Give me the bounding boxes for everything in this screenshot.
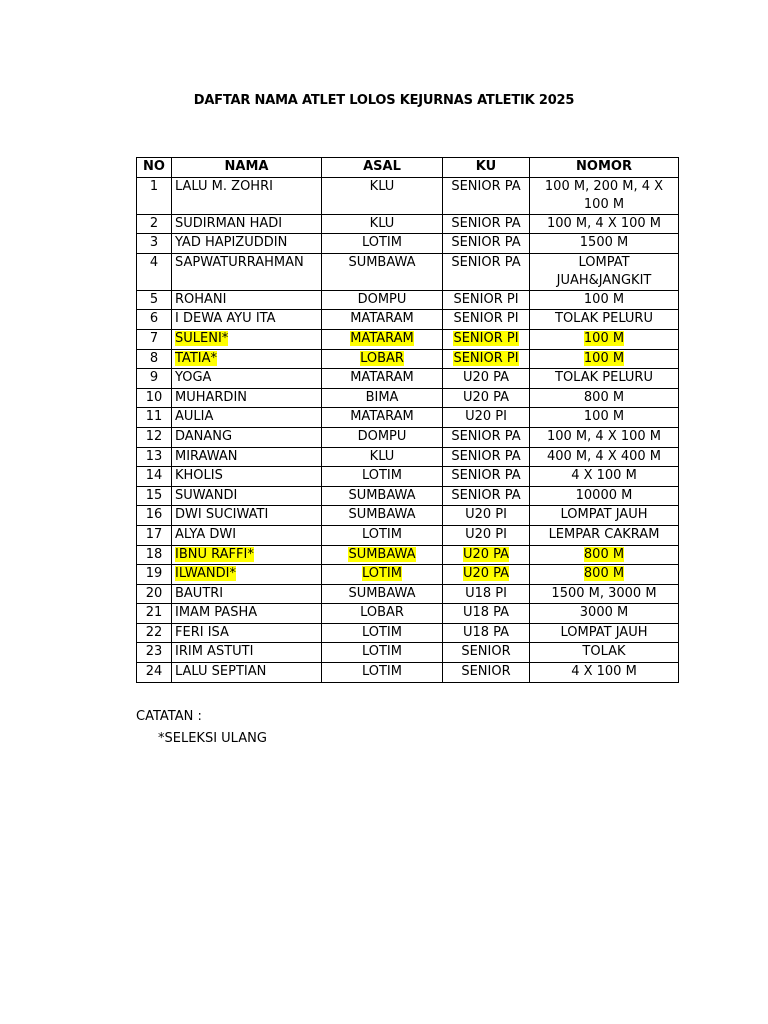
cell-ku-text: SENIOR PI bbox=[453, 311, 519, 327]
cell-no bbox=[137, 329, 172, 349]
cell-ku-text: U20 PA bbox=[462, 546, 510, 562]
cell-no-text: 17 bbox=[145, 526, 163, 542]
cell-nomor-text: LOMPAT JAUH bbox=[560, 507, 648, 523]
table-row bbox=[137, 467, 679, 487]
cell-nama bbox=[172, 545, 322, 565]
cell-asal bbox=[322, 388, 443, 408]
cell-nama bbox=[172, 329, 322, 349]
cell-ku-text: U18 PI bbox=[465, 585, 507, 601]
cell-asal bbox=[322, 623, 443, 643]
cell-ku bbox=[443, 623, 530, 643]
cell-no-text: 19 bbox=[145, 566, 163, 582]
cell-nama-text: DWI SUCIWATI bbox=[175, 507, 269, 523]
athlete-table bbox=[136, 157, 679, 683]
cell-nomor-text: 1500 M, 3000 M bbox=[551, 585, 657, 601]
cell-nama bbox=[172, 467, 322, 487]
cell-asal bbox=[322, 604, 443, 624]
cell-nomor bbox=[530, 506, 679, 526]
cell-asal-text: LOTIM bbox=[361, 664, 402, 680]
cell-nomor bbox=[530, 369, 679, 389]
cell-nomor-text: 800 M bbox=[583, 389, 625, 405]
cell-ku-text: U20 PI bbox=[465, 507, 507, 523]
cell-ku bbox=[443, 467, 530, 487]
cell-ku bbox=[443, 290, 530, 310]
table-row bbox=[137, 290, 679, 310]
cell-no bbox=[137, 663, 172, 683]
cell-nomor bbox=[530, 177, 679, 214]
cell-no-text: 23 bbox=[145, 644, 163, 660]
cell-ku-text: SENIOR bbox=[461, 644, 511, 660]
cell-asal bbox=[322, 663, 443, 683]
cell-no-text: 15 bbox=[145, 487, 163, 503]
table-row bbox=[137, 369, 679, 389]
cell-no-text: 14 bbox=[145, 468, 163, 484]
cell-asal-text: LOBAR bbox=[360, 350, 404, 366]
cell-nama-text: SAPWATURRAHMAN bbox=[175, 254, 304, 270]
cell-asal-text: SUMBAWA bbox=[348, 546, 416, 562]
cell-nomor bbox=[530, 290, 679, 310]
cell-ku bbox=[443, 214, 530, 234]
cell-nomor-text: LEMPAR CAKRAM bbox=[548, 526, 660, 542]
cell-ku-text: SENIOR PA bbox=[451, 448, 521, 464]
cell-no bbox=[137, 486, 172, 506]
cell-nomor bbox=[530, 643, 679, 663]
cell-asal bbox=[322, 447, 443, 467]
cell-asal bbox=[322, 253, 443, 290]
cell-no bbox=[137, 408, 172, 428]
cell-ku bbox=[443, 486, 530, 506]
table-row bbox=[137, 506, 679, 526]
table-row bbox=[137, 545, 679, 565]
cell-ku-text: SENIOR PA bbox=[451, 487, 521, 503]
cell-nomor bbox=[530, 408, 679, 428]
cell-nama bbox=[172, 643, 322, 663]
cell-asal-text: DOMPU bbox=[357, 291, 407, 307]
cell-asal-text: DOMPU bbox=[357, 428, 407, 444]
cell-nomor-text: 800 M bbox=[583, 566, 625, 582]
cell-nomor-text: 100 M bbox=[583, 350, 625, 366]
cell-nama bbox=[172, 525, 322, 545]
cell-asal bbox=[322, 310, 443, 330]
cell-nama bbox=[172, 447, 322, 467]
cell-nomor-text: LOMPAT JAUH bbox=[560, 624, 648, 640]
cell-ku bbox=[443, 506, 530, 526]
table-row bbox=[137, 253, 679, 290]
cell-no bbox=[137, 623, 172, 643]
cell-ku bbox=[443, 525, 530, 545]
cell-no bbox=[137, 234, 172, 254]
cell-no-text: 10 bbox=[145, 389, 163, 405]
cell-ku bbox=[443, 604, 530, 624]
document-title: DAFTAR NAMA ATLET LOLOS KEJURNAS ATLETIK 2025 bbox=[193, 93, 575, 108]
cell-nama-text: TATIA* bbox=[175, 350, 217, 366]
cell-no-text: 8 bbox=[149, 350, 159, 366]
cell-asal-text: KLU bbox=[369, 178, 395, 194]
cell-ku-text: SENIOR PA bbox=[451, 428, 521, 444]
cell-ku bbox=[443, 663, 530, 683]
table-row bbox=[137, 643, 679, 663]
cell-nama-text: IMAM PASHA bbox=[175, 605, 258, 621]
cell-asal bbox=[322, 329, 443, 349]
table-row bbox=[137, 584, 679, 604]
cell-nama-text: SULENI* bbox=[175, 330, 229, 346]
cell-nama-text: MIRAWAN bbox=[175, 448, 238, 464]
cell-ku bbox=[443, 388, 530, 408]
cell-ku bbox=[443, 565, 530, 585]
cell-nama-text: YAD HAPIZUDDIN bbox=[175, 235, 288, 251]
cell-no-text: 20 bbox=[145, 585, 163, 601]
cell-nama-text: SUDIRMAN HADI bbox=[175, 215, 283, 231]
cell-nama-text: DANANG bbox=[175, 428, 233, 444]
cell-nomor-text: 3000 M bbox=[579, 605, 629, 621]
cell-no-text: 11 bbox=[145, 409, 163, 425]
cell-nama bbox=[172, 408, 322, 428]
table-row bbox=[137, 663, 679, 683]
cell-ku-text: U20 PA bbox=[462, 389, 510, 405]
cell-ku-text: U18 PA bbox=[462, 605, 510, 621]
cell-no bbox=[137, 643, 172, 663]
cell-nomor-text: 100 M, 200 M, 4 X 100 M bbox=[544, 178, 664, 212]
cell-asal-text: MATARAM bbox=[350, 311, 414, 327]
cell-no bbox=[137, 584, 172, 604]
cell-nama bbox=[172, 290, 322, 310]
cell-no-text: 21 bbox=[145, 605, 163, 621]
cell-nama-text: I DEWA AYU ITA bbox=[175, 311, 276, 327]
cell-nomor bbox=[530, 349, 679, 369]
cell-nama-text: IRIM ASTUTI bbox=[175, 644, 254, 660]
cell-ku-text: U20 PI bbox=[465, 526, 507, 542]
cell-nomor-text: 100 M bbox=[583, 330, 625, 346]
cell-nama bbox=[172, 604, 322, 624]
cell-nama bbox=[172, 214, 322, 234]
cell-no-text: 2 bbox=[149, 215, 159, 231]
cell-no bbox=[137, 349, 172, 369]
cell-nomor bbox=[530, 525, 679, 545]
cell-ku bbox=[443, 329, 530, 349]
cell-asal bbox=[322, 506, 443, 526]
cell-asal-text: LOTIM bbox=[361, 235, 402, 251]
cell-nomor bbox=[530, 565, 679, 585]
cell-nomor-text: 1500 M bbox=[579, 235, 629, 251]
cell-no bbox=[137, 253, 172, 290]
cell-ku-text: SENIOR PI bbox=[453, 350, 519, 366]
cell-nama-text: IBNU RAFFI* bbox=[175, 546, 254, 562]
cell-nomor bbox=[530, 447, 679, 467]
cell-nama-text: FERI ISA bbox=[175, 624, 229, 640]
cell-no bbox=[137, 214, 172, 234]
cell-nomor bbox=[530, 545, 679, 565]
cell-asal bbox=[322, 565, 443, 585]
cell-ku-text: SENIOR PA bbox=[451, 468, 521, 484]
cell-no-text: 5 bbox=[149, 291, 159, 307]
cell-asal-text: LOTIM bbox=[361, 526, 402, 542]
cell-no-text: 18 bbox=[145, 546, 163, 562]
cell-ku bbox=[443, 253, 530, 290]
table-row bbox=[137, 486, 679, 506]
cell-ku bbox=[443, 447, 530, 467]
header-ku: KU bbox=[443, 158, 530, 178]
cell-nomor bbox=[530, 310, 679, 330]
cell-ku-text: U18 PA bbox=[462, 624, 510, 640]
cell-no bbox=[137, 506, 172, 526]
table-row bbox=[137, 565, 679, 585]
cell-nama-text: SUWANDI bbox=[175, 487, 238, 503]
note-item: *SELEKSI ULANG bbox=[158, 731, 267, 746]
cell-nama-text: LALU M. ZOHRI bbox=[175, 178, 273, 194]
cell-nama bbox=[172, 234, 322, 254]
cell-ku bbox=[443, 349, 530, 369]
cell-nomor-text: LOMPAT JUAH&JANGKIT bbox=[556, 254, 652, 288]
cell-no bbox=[137, 447, 172, 467]
cell-nomor bbox=[530, 467, 679, 487]
cell-asal-text: LOBAR bbox=[360, 605, 404, 621]
table-row bbox=[137, 177, 679, 214]
cell-no bbox=[137, 427, 172, 447]
table-row bbox=[137, 214, 679, 234]
cell-ku-text: SENIOR PA bbox=[451, 254, 521, 270]
cell-asal-text: MATARAM bbox=[350, 330, 414, 346]
cell-asal bbox=[322, 545, 443, 565]
header-nama: NAMA bbox=[172, 158, 322, 178]
table-row bbox=[137, 310, 679, 330]
cell-asal-text: MATARAM bbox=[350, 370, 414, 386]
cell-ku-text: SENIOR PI bbox=[453, 330, 519, 346]
cell-no-text: 13 bbox=[145, 448, 163, 464]
cell-asal-text: SUMBAWA bbox=[348, 254, 416, 270]
cell-nama-text: YOGA bbox=[175, 370, 212, 386]
cell-ku bbox=[443, 584, 530, 604]
cell-no bbox=[137, 467, 172, 487]
cell-nomor-text: 4 X 100 M bbox=[571, 664, 637, 680]
cell-asal-text: BIMA bbox=[365, 389, 399, 405]
cell-nomor bbox=[530, 329, 679, 349]
cell-asal bbox=[322, 486, 443, 506]
cell-nama bbox=[172, 177, 322, 214]
cell-asal-text: SUMBAWA bbox=[348, 585, 416, 601]
cell-nama bbox=[172, 310, 322, 330]
cell-ku bbox=[443, 369, 530, 389]
cell-no-text: 22 bbox=[145, 624, 163, 640]
cell-asal-text: SUMBAWA bbox=[348, 507, 416, 523]
cell-nama-text: ALYA DWI bbox=[175, 526, 237, 542]
cell-asal bbox=[322, 525, 443, 545]
cell-nama bbox=[172, 565, 322, 585]
cell-nama-text: BAUTRI bbox=[175, 585, 224, 601]
table-row bbox=[137, 408, 679, 428]
cell-ku-text: SENIOR PA bbox=[451, 235, 521, 251]
cell-asal-text: LOTIM bbox=[361, 624, 402, 640]
cell-asal-text: MATARAM bbox=[350, 409, 414, 425]
cell-no bbox=[137, 310, 172, 330]
notes-label: CATATAN : bbox=[136, 709, 202, 724]
cell-asal-text: LOTIM bbox=[361, 566, 402, 582]
cell-nomor bbox=[530, 214, 679, 234]
cell-no-text: 24 bbox=[145, 664, 163, 680]
cell-ku bbox=[443, 177, 530, 214]
cell-asal bbox=[322, 369, 443, 389]
cell-nomor-text: 400 M, 4 X 400 M bbox=[546, 448, 662, 464]
cell-ku bbox=[443, 643, 530, 663]
cell-nama bbox=[172, 486, 322, 506]
cell-asal bbox=[322, 584, 443, 604]
table-header-row bbox=[137, 158, 679, 178]
cell-nama bbox=[172, 663, 322, 683]
table-row bbox=[137, 349, 679, 369]
cell-no bbox=[137, 525, 172, 545]
table-row bbox=[137, 329, 679, 349]
cell-ku-text: SENIOR PI bbox=[453, 291, 519, 307]
cell-no bbox=[137, 604, 172, 624]
header-no: NO bbox=[137, 158, 172, 178]
cell-nomor-text: 100 M, 4 X 100 M bbox=[546, 428, 662, 444]
cell-asal bbox=[322, 643, 443, 663]
cell-asal-text: SUMBAWA bbox=[348, 487, 416, 503]
cell-nomor-text: 100 M bbox=[583, 409, 625, 425]
cell-no-text: 4 bbox=[149, 254, 159, 270]
cell-nama-text: ROHANI bbox=[175, 291, 227, 307]
cell-no bbox=[137, 290, 172, 310]
cell-no-text: 3 bbox=[149, 235, 159, 251]
cell-no bbox=[137, 388, 172, 408]
cell-nomor-text: TOLAK PELURU bbox=[555, 311, 653, 327]
cell-ku-text: U20 PA bbox=[462, 566, 510, 582]
cell-no-text: 9 bbox=[149, 370, 159, 386]
cell-nomor-text: 10000 M bbox=[575, 487, 633, 503]
cell-asal bbox=[322, 234, 443, 254]
cell-nomor bbox=[530, 486, 679, 506]
cell-ku-text: SENIOR bbox=[461, 664, 511, 680]
cell-nomor-text: 100 M bbox=[583, 291, 625, 307]
cell-ku bbox=[443, 545, 530, 565]
cell-nama-text: ILWANDI* bbox=[175, 566, 236, 582]
table-row bbox=[137, 427, 679, 447]
cell-nama bbox=[172, 623, 322, 643]
cell-no-text: 16 bbox=[145, 507, 163, 523]
cell-nama bbox=[172, 388, 322, 408]
cell-nomor bbox=[530, 253, 679, 290]
cell-no-text: 6 bbox=[149, 311, 159, 327]
table-row bbox=[137, 388, 679, 408]
cell-nomor-text: TOLAK PELURU bbox=[555, 370, 653, 386]
table-row bbox=[137, 447, 679, 467]
cell-ku-text: U20 PA bbox=[462, 370, 510, 386]
table-row bbox=[137, 234, 679, 254]
cell-asal bbox=[322, 349, 443, 369]
cell-nomor bbox=[530, 427, 679, 447]
cell-no bbox=[137, 565, 172, 585]
cell-nama-text: KHOLIS bbox=[175, 468, 223, 484]
cell-nama bbox=[172, 253, 322, 290]
cell-nomor bbox=[530, 623, 679, 643]
table-row bbox=[137, 525, 679, 545]
cell-nomor bbox=[530, 584, 679, 604]
cell-asal-text: KLU bbox=[369, 215, 395, 231]
cell-nomor bbox=[530, 663, 679, 683]
cell-no-text: 7 bbox=[149, 330, 159, 346]
cell-asal bbox=[322, 177, 443, 214]
cell-ku bbox=[443, 310, 530, 330]
cell-nama bbox=[172, 584, 322, 604]
cell-asal-text: LOTIM bbox=[361, 644, 402, 660]
table-row bbox=[137, 604, 679, 624]
cell-asal bbox=[322, 467, 443, 487]
cell-asal bbox=[322, 427, 443, 447]
cell-no-text: 1 bbox=[149, 178, 159, 194]
header-asal: ASAL bbox=[322, 158, 443, 178]
cell-asal bbox=[322, 290, 443, 310]
cell-nama-text: LALU SEPTIAN bbox=[175, 664, 267, 680]
cell-nomor bbox=[530, 604, 679, 624]
cell-ku-text: SENIOR PA bbox=[451, 178, 521, 194]
header-nomor: NOMOR bbox=[530, 158, 679, 178]
cell-asal-text: LOTIM bbox=[361, 468, 402, 484]
cell-nama bbox=[172, 427, 322, 447]
table-body bbox=[137, 177, 679, 682]
table-row bbox=[137, 623, 679, 643]
cell-asal bbox=[322, 408, 443, 428]
cell-nama bbox=[172, 506, 322, 526]
cell-ku bbox=[443, 234, 530, 254]
cell-nomor-text: TOLAK bbox=[582, 644, 626, 660]
cell-no bbox=[137, 177, 172, 214]
cell-nama-text: AULIA bbox=[175, 409, 214, 425]
cell-nama bbox=[172, 369, 322, 389]
cell-nomor-text: 100 M, 4 X 100 M bbox=[546, 215, 662, 231]
cell-nomor-text: 800 M bbox=[583, 546, 625, 562]
cell-ku-text: U20 PI bbox=[465, 409, 507, 425]
cell-nama-text: MUHARDIN bbox=[175, 389, 248, 405]
cell-no-text: 12 bbox=[145, 428, 163, 444]
cell-no bbox=[137, 369, 172, 389]
cell-asal-text: KLU bbox=[369, 448, 395, 464]
cell-ku bbox=[443, 408, 530, 428]
cell-ku-text: SENIOR PA bbox=[451, 215, 521, 231]
cell-asal bbox=[322, 214, 443, 234]
cell-ku bbox=[443, 427, 530, 447]
cell-no bbox=[137, 545, 172, 565]
cell-nomor bbox=[530, 388, 679, 408]
cell-nama bbox=[172, 349, 322, 369]
cell-nomor-text: 4 X 100 M bbox=[571, 468, 637, 484]
cell-nomor bbox=[530, 234, 679, 254]
